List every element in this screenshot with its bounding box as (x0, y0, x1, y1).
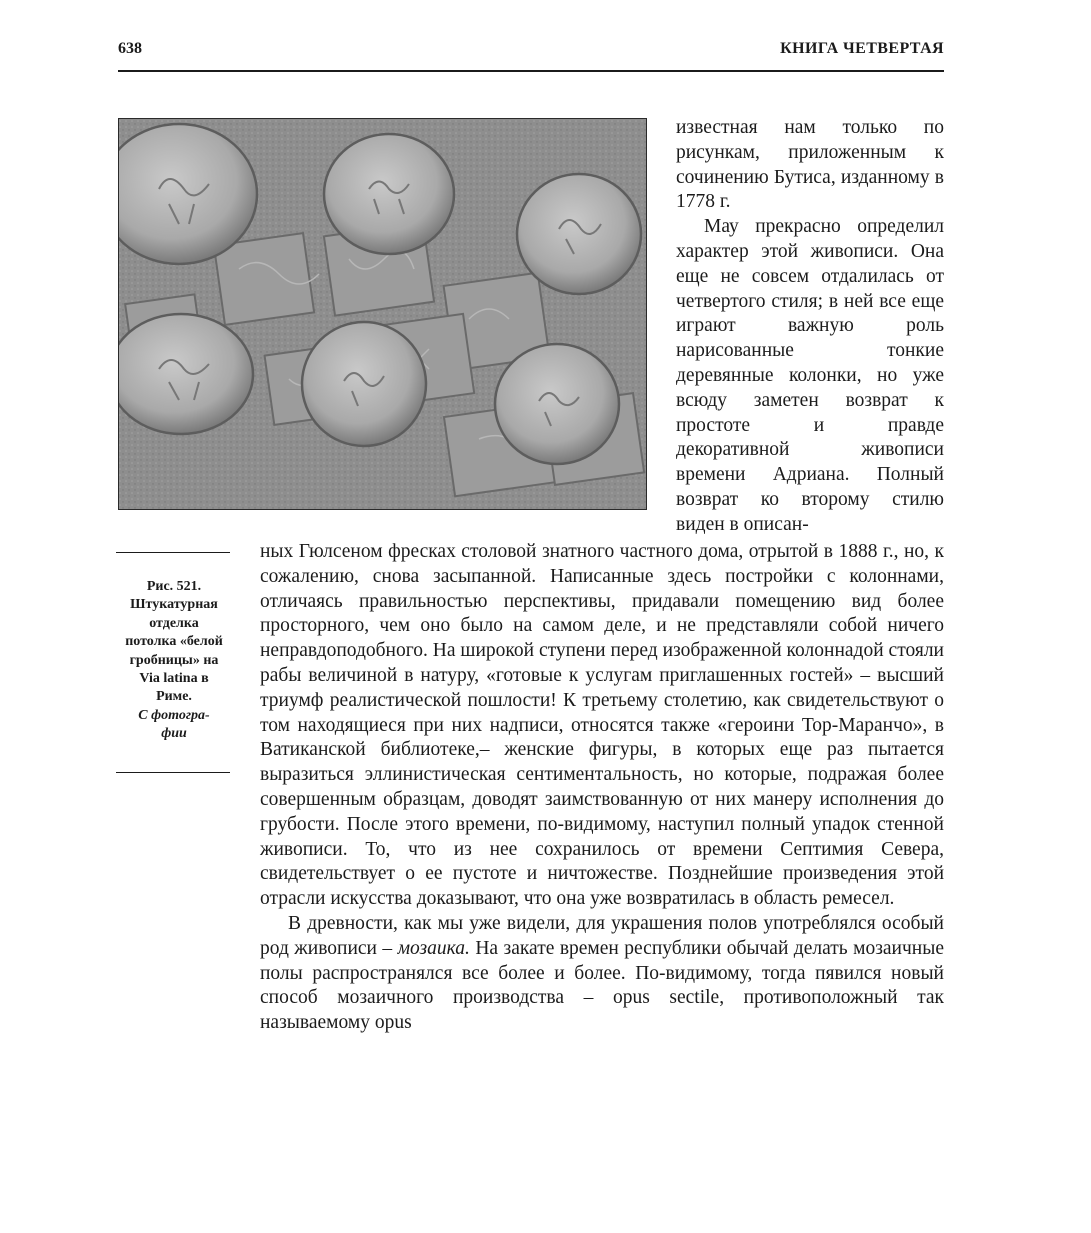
caption-bottom-rule (116, 772, 230, 773)
caption-source-line: фии (161, 726, 187, 742)
main-paragraph-1: ных Гюлсеном фресках столовой знатного частного дома, отрытой в 1888 г., но, к сожалению, снова засыпанной. Написанные здесь постройки с колоннами, отличаясь правильностью перспективы, придавали помещению вид более просторного, чем оно было на самом деле, и не представляли собой ничего неправдоподобного. На широкой ступени перед изображенной колоннадой стояли рабы величиной в натуру, «готовые к услугам приглашенных гостей» – высший триумф реалистической пошлости! К третьему столетию, как свидетельствуют о том находящиеся при них надписи, относятся также «героини Тор-Маранчо», в Ватиканской библиотеке,– женские фигуры, в которых еще раз пытается выразиться эллинистическая сентиментальность, но которые, подражая более совершенным образцам, доводят заимствованную от них манеру исполнения до грубости. После этого времени, по-видимому, наступил полный упадок стенной живописи. То, что из нее сохранилось от времени Септимия Севера, свидетельствует о ее пустоте и ничтожестве. Позднейшие произведения этой отрасли искусства доказывают, что она уже возвратилась в область ремесел. (260, 541, 944, 910)
caption-line: Рис. 521. (146, 579, 202, 594)
side-paragraph-2: Мау прекрасно определил характер этой живописи. Она еще не совсем отдалилась от четвертого стиля; в ней все еще играют важную роль нарисованные тонкие деревянные колонки, но уже всюду заметен возврат к простоте и правде декоративной живописи времени Адриана. Полный возврат ко второму стилю виден в описан- (676, 216, 944, 535)
caption-line: Via latina в (139, 671, 209, 687)
side-column-text (676, 116, 944, 538)
page-header (118, 36, 944, 72)
caption-line: Штукатурная (130, 597, 218, 613)
page-number: 638 (118, 40, 142, 57)
main-column-text (260, 540, 944, 1036)
caption-top-rule (116, 552, 230, 553)
figure-photo (118, 118, 647, 510)
main-paragraph-2 (260, 912, 944, 1036)
paragraph-text: На закате времен республики обычай делать мозаичные полы распространялся все более и более. По-видимому, тогда пявился новый способ мозаичного производства – opus sectile, противоположный так называемому opus (260, 937, 944, 1034)
emphasized-term: мозаика. (397, 937, 470, 959)
side-paragraph-1: известная нам только по рисункам, приложенным к сочинению Бутиса, изданному в 1778 г. (676, 117, 944, 213)
caption-source-line: С фотогра- (138, 707, 210, 723)
paragraph-text: В древности, как мы уже видели, для украшения полов употреблялся особый род живописи – (260, 912, 944, 959)
caption-line: отделка (149, 615, 199, 631)
caption-line: гробницы» на (129, 652, 219, 668)
stucco-ceiling-photo-icon (119, 119, 647, 510)
caption-line: Риме. (156, 689, 192, 705)
figure-caption (112, 578, 236, 744)
running-title: КНИГА ЧЕТВЕРТАЯ (780, 40, 944, 57)
caption-line: потолка «белой (125, 634, 223, 650)
